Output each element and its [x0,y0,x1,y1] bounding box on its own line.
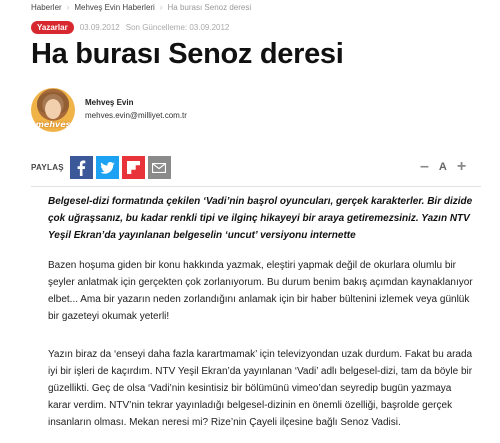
font-size-controls [420,159,466,175]
font-increase-button[interactable]: + [456,158,467,175]
avatar-label: mehveş [35,120,71,129]
author-name[interactable]: Mehveş Evin [85,98,134,107]
font-reset-button[interactable]: A [438,160,447,173]
article-meta [31,21,229,34]
article-paragraph: Yazın biraz da ‘enseyi daha fazla karartmamak’ için televizyondan uzak durdum. Fakat bu arada iyi bir işleri de kaçırdım. NTV Yeşil Ekran’da yayınlanan ‘Vadi’ adlı belgesel-dizi, tam da böyle bir güzellikti. Geç de olsa ‘Vadi’nin kesintisiz bir bölümünü vimeo’dan seyredip bugün yazmaya karar verdim. NTV’nin tekrar yayınladığı belgesel-dizinin en önemli özelliği, başrolde gerçek insanların olması. Mekan neresi mi? Rize’nin Çayeli ilçesine bağlı Senoz Vadisi. [48,349,473,428]
avatar[interactable] [31,88,75,132]
author-block [31,88,187,132]
email-share-button[interactable] [148,156,171,179]
flipboard-icon [127,161,140,174]
facebook-icon [76,160,86,176]
page-title: Ha burası Senoz deresi [31,38,344,70]
updated-date: Son Güncelleme: 03.09.2012 [125,23,230,32]
breadcrumb-separator: › [66,3,70,12]
author-email[interactable]: mehves.evin@milliyet.com.tr [85,111,187,120]
breadcrumb-haberler[interactable]: Haberler [31,3,62,12]
facebook-share-button[interactable] [70,156,93,179]
twitter-icon [100,162,115,174]
breadcrumb-author-news[interactable]: Mehveş Evin Haberleri [74,3,155,12]
published-date: 03.09.2012 [79,23,120,32]
section-badge[interactable]: Yazarlar [31,21,74,34]
twitter-share-button[interactable] [96,156,119,179]
breadcrumb-separator: › [159,3,163,12]
breadcrumb [31,3,251,12]
flipboard-share-button[interactable] [122,156,145,179]
article-lead: Belgesel-dizi formatında çekilen ‘Vadi’nin başrol oyuncuları, gerçek karakterler. Bir dizide çok uğraşsanız, bu kadar renkli tipi ve ilginç hikayeyi bir araya getiremezsiniz. Yazın NTV Yeşil Ekran’da yayınlanan belgeselin ‘uncut’ versiyonu internette [48,196,473,241]
email-icon [152,163,166,173]
divider [31,186,481,187]
share-label: PAYLAŞ [31,163,64,172]
breadcrumb-current: Ha burası Senoz deresi [167,3,252,12]
font-decrease-button[interactable]: – [420,158,429,175]
article-paragraph: Bazen hoşuma giden bir konu hakkında yazmak, eleştiri yapmak değil de okurlara olumlu bir şeyler anlatmak için gerçekten çok zorlanıyorum. Bu durum benim bakış açımdan kaynaklanıyor elbet... Ama bir yazarın neden zorlandığını anlamak için bir haber bültenini izlemek veya günlük bir gazeteyi okumak yeterli! [48,260,473,322]
share-bar [31,156,171,179]
